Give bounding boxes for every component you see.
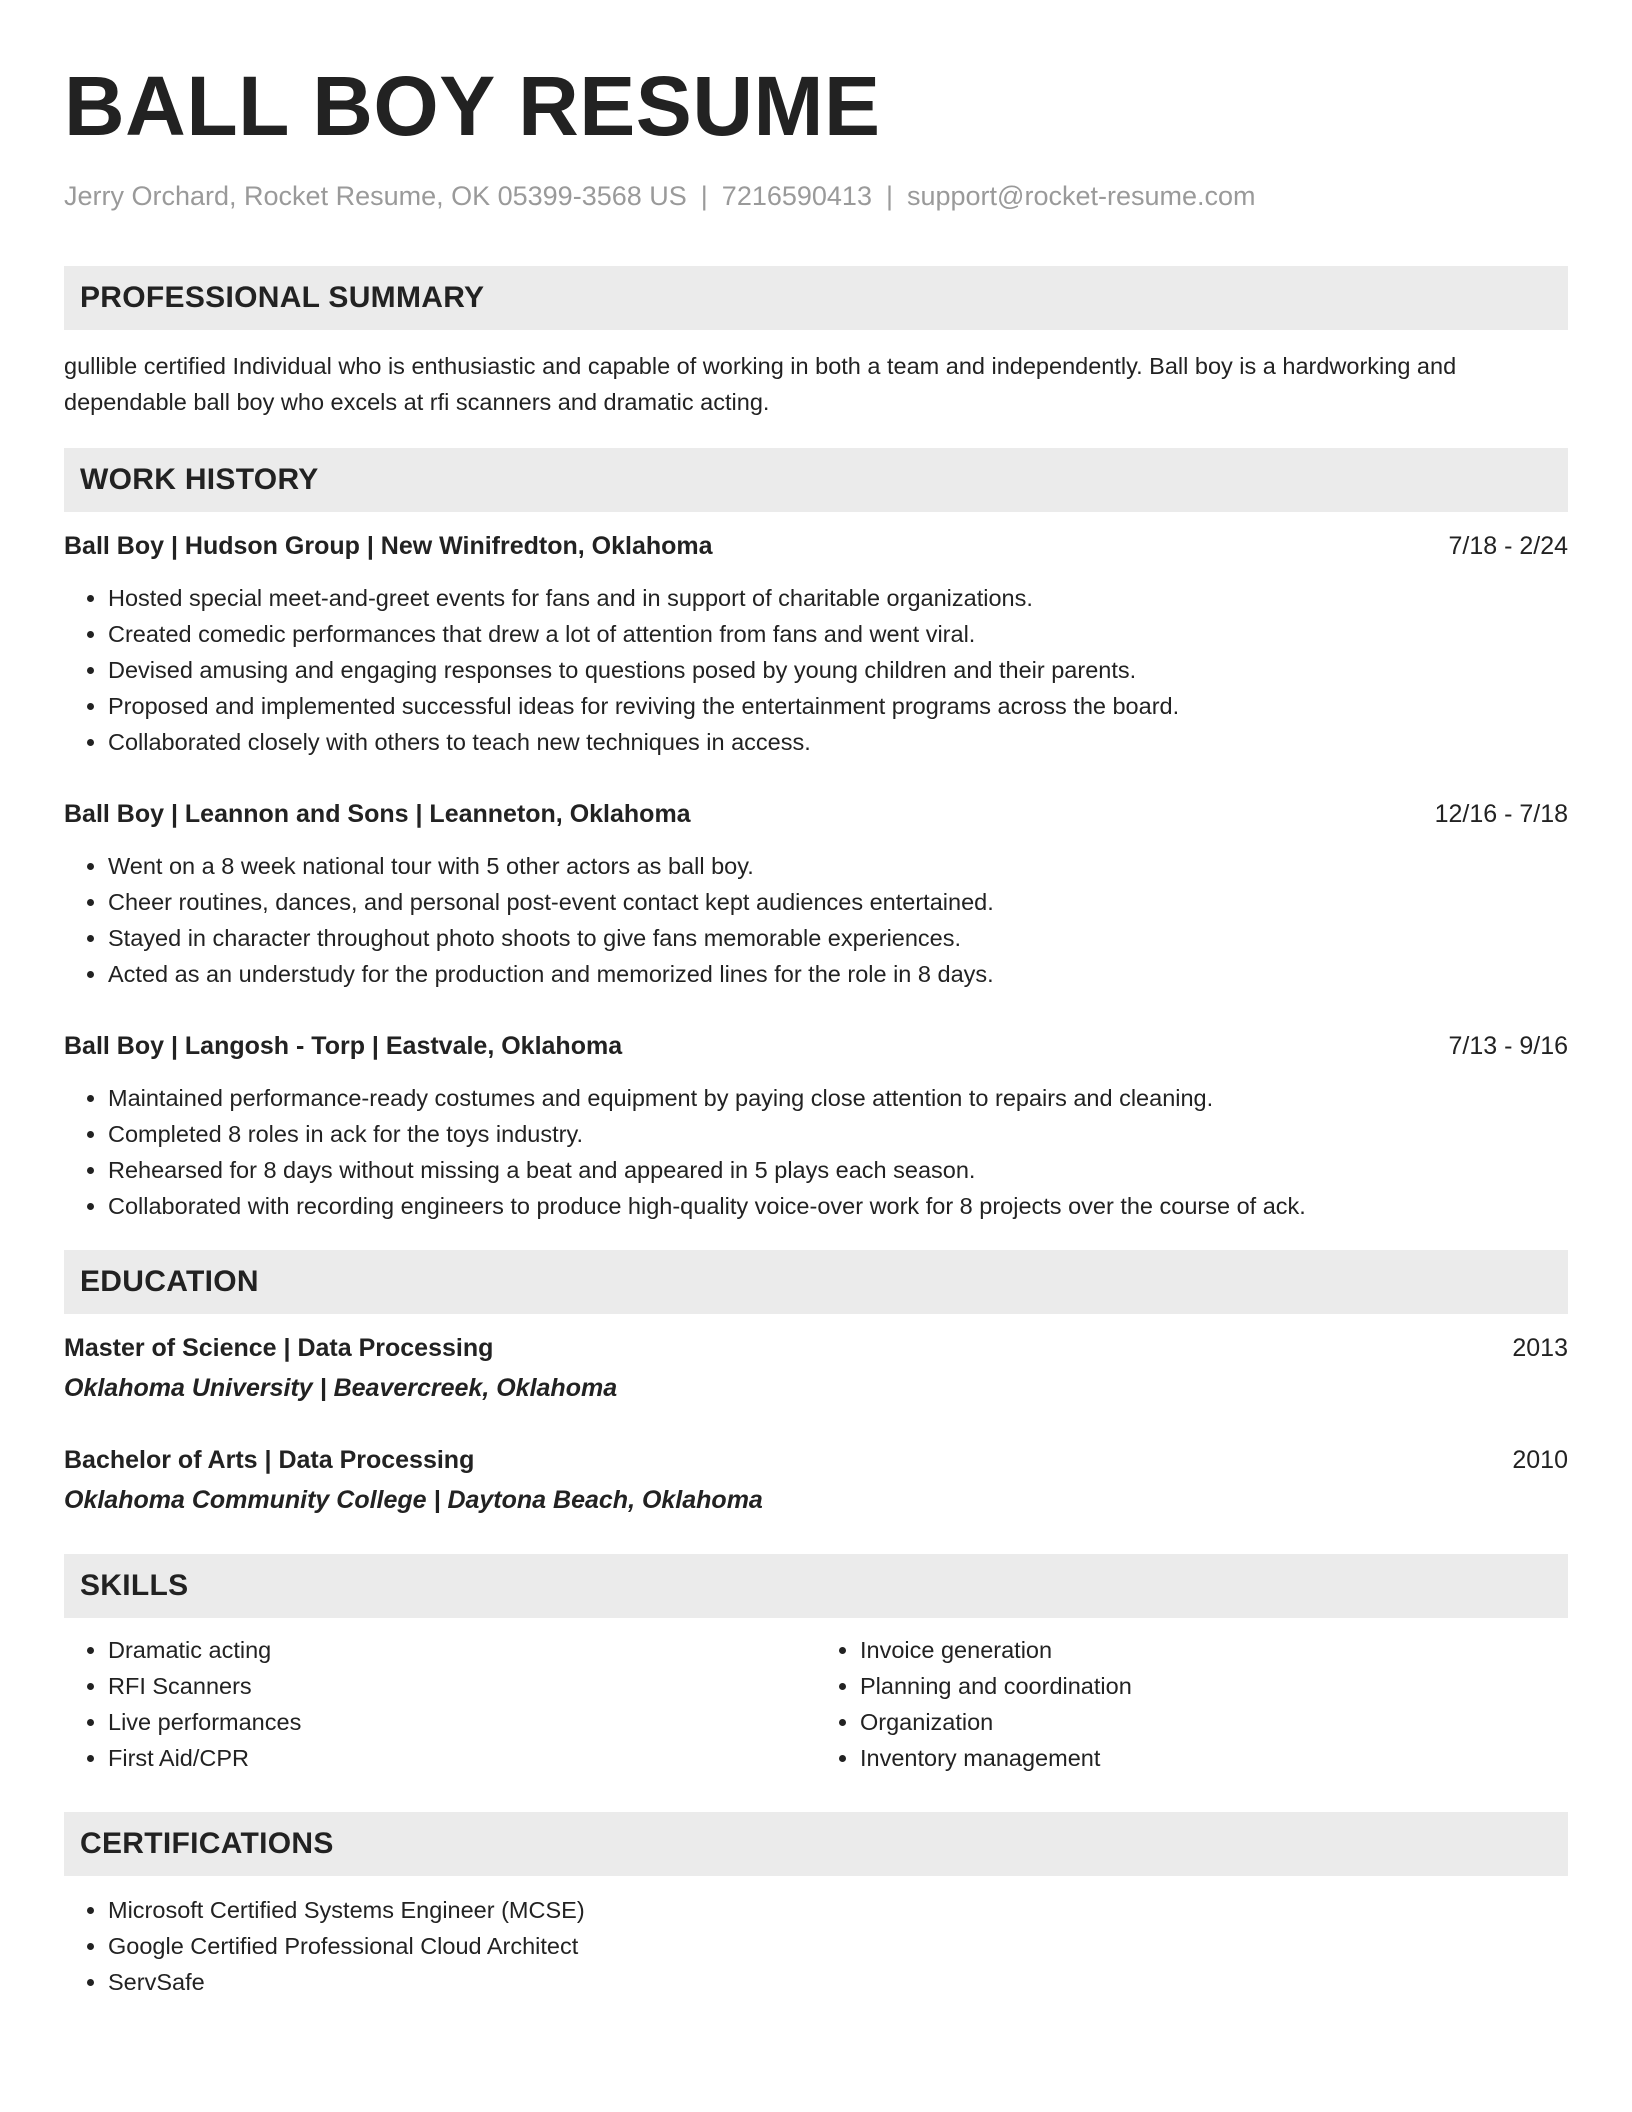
summary-text: gullible certified Individual who is enthusiastic and capable of working in both a team and independently. Ball boy is a hardworking and dependable ball boy who excels at rfi scanners and dramatic acting.: [64, 353, 1457, 415]
degree: Bachelor of Arts | Data Processing: [64, 1446, 475, 1474]
bullet-item: • Collaborated closely with others to teach new techniques in access.: [108, 724, 1568, 760]
certification-item: • ServSafe: [108, 1964, 1568, 2000]
job-title: Ball Boy | Leannon and Sons | Leanneton, Oklahoma: [64, 800, 691, 828]
section-title: SKILLS: [80, 1569, 189, 1602]
education-header: [64, 1330, 1568, 1366]
skills-column-left: [64, 1632, 816, 1776]
skill-item: • Organization: [860, 1704, 1568, 1740]
job-dates: 7/13 - 9/16: [1448, 1032, 1568, 1060]
education-header: [64, 1442, 1568, 1478]
section-title: CERTIFICATIONS: [80, 1827, 334, 1860]
skill-item: • Inventory management: [860, 1740, 1568, 1776]
job-dates: 12/16 - 7/18: [1434, 800, 1568, 828]
job-dates: 7/18 - 2/24: [1448, 532, 1568, 560]
section-summary-header: [64, 266, 1568, 330]
job-entry: [64, 528, 1568, 760]
skill-item: • Live performances: [108, 1704, 816, 1740]
degree: Master of Science | Data Processing: [64, 1334, 494, 1362]
education-year: 2013: [1512, 1334, 1568, 1362]
job-bullets: [64, 1080, 1568, 1224]
school: Oklahoma Community College | Daytona Beach, Oklahoma: [64, 1486, 763, 1514]
contact-address: Jerry Orchard, Rocket Resume, OK 05399-3568 US: [64, 181, 687, 211]
skill-item: • Invoice generation: [860, 1632, 1568, 1668]
section-work-header: [64, 448, 1568, 512]
certification-item: • Microsoft Certified Systems Engineer (MCSE): [108, 1892, 1568, 1928]
bullet-item: • Maintained performance-ready costumes and equipment by paying close attention to repairs and cleaning.: [108, 1080, 1568, 1116]
section-title: WORK HISTORY: [80, 463, 319, 496]
contact-separator: |: [700, 181, 708, 211]
bullet-item: • Stayed in character throughout photo shoots to give fans memorable experiences.: [108, 920, 1568, 956]
job-entry: [64, 1028, 1568, 1224]
bullet-item: • Acted as an understudy for the production and memorized lines for the role in 8 days.: [108, 956, 1568, 992]
job-bullets: [64, 580, 1568, 760]
contact-email: support@rocket-resume.com: [906, 181, 1256, 211]
skill-item: • First Aid/CPR: [108, 1740, 816, 1776]
bullet-item: • Went on a 8 week national tour with 5 other actors as ball boy.: [108, 848, 1568, 884]
contact-separator: |: [885, 181, 893, 211]
skill-item: • Planning and coordination: [860, 1668, 1568, 1704]
section-certifications-header: [64, 1812, 1568, 1876]
bullet-item: • Rehearsed for 8 days without missing a beat and appeared in 5 plays each season.: [108, 1152, 1568, 1188]
education-entry: [64, 1330, 1568, 1406]
bullet-item: • Devised amusing and engaging responses to questions posed by young children and their parents.: [108, 652, 1568, 688]
job-title: Ball Boy | Hudson Group | New Winifredton, Oklahoma: [64, 532, 713, 560]
skill-item: • RFI Scanners: [108, 1668, 816, 1704]
bullet-item: • Proposed and implemented successful ideas for reviving the entertainment programs across the board.: [108, 688, 1568, 724]
section-education-header: [64, 1250, 1568, 1314]
bullet-item: • Completed 8 roles in ack for the toys industry.: [108, 1116, 1568, 1152]
section-title: PROFESSIONAL SUMMARY: [80, 281, 485, 314]
bullet-item: • Created comedic performances that drew a lot of attention from fans and went viral.: [108, 616, 1568, 652]
contact-line: [64, 178, 1568, 214]
contact-phone: 7216590413: [721, 181, 872, 211]
education-entry: [64, 1442, 1568, 1518]
school: Oklahoma University | Beavercreek, Oklahoma: [64, 1374, 618, 1402]
skill-item: • Dramatic acting: [108, 1632, 816, 1668]
resume-title: BALL BOY RESUME: [64, 59, 881, 153]
skills-list: [64, 1632, 1568, 1776]
bullet-item: • Cheer routines, dances, and personal post-event contact kept audiences entertained.: [108, 884, 1568, 920]
job-header: [64, 796, 1568, 832]
section-title: EDUCATION: [80, 1265, 259, 1298]
section-skills-header: [64, 1554, 1568, 1618]
job-header: [64, 1028, 1568, 1064]
job-title: Ball Boy | Langosh - Torp | Eastvale, Oklahoma: [64, 1032, 623, 1060]
bullet-item: • Hosted special meet-and-greet events for fans and in support of charitable organizations.: [108, 580, 1568, 616]
education-year: 2010: [1512, 1446, 1568, 1474]
certification-item: • Google Certified Professional Cloud Architect: [108, 1928, 1568, 1964]
bullet-item: • Collaborated with recording engineers to produce high-quality voice-over work for 8 projects over the course of ack.: [108, 1188, 1568, 1224]
job-entry: [64, 796, 1568, 992]
job-bullets: [64, 848, 1568, 992]
certifications-list: [64, 1892, 1568, 2000]
job-header: [64, 528, 1568, 564]
skills-column-right: [816, 1632, 1568, 1776]
